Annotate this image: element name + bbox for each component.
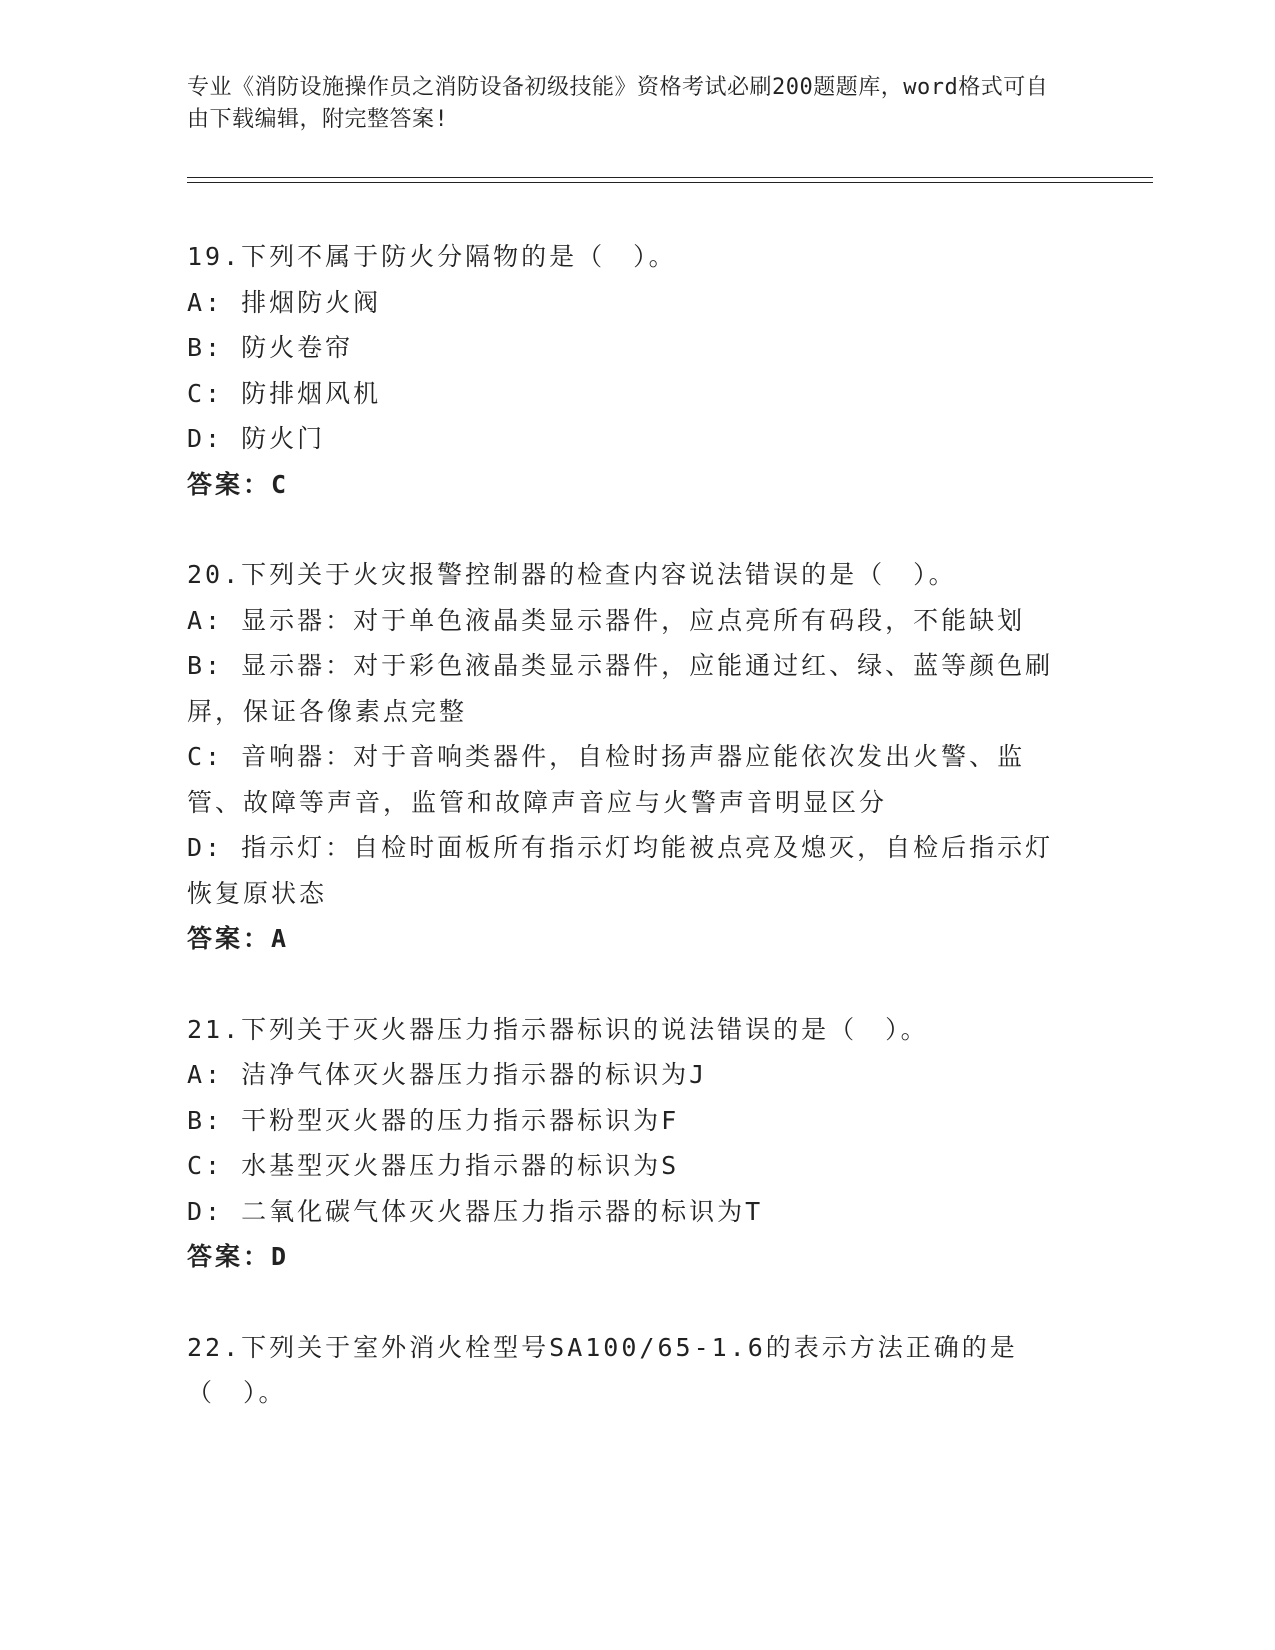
option-a: A: 排烟防火阀 [187, 287, 382, 317]
option-c: C: 防排烟风机 [187, 378, 382, 408]
option-c: C: 音响器：对于音响类器件，自检时扬声器应能依次发出火警、监管、故障等声音，监管和故障声音应与火警声音明显区分 [187, 742, 1026, 817]
answer: 答案：C [187, 469, 290, 499]
question-stem: 20.下列关于火灾报警控制器的检查内容说法错误的是（ ）。 [187, 560, 957, 589]
question-20 [187, 552, 1077, 962]
question-19 [187, 234, 1077, 507]
option-a: A: 显示器：对于单色液晶类显示器件，应点亮所有码段，不能缺划 [187, 605, 1026, 635]
answer: 答案：A [187, 924, 290, 953]
document-header: 专业《消防设施操作员之消防设备初级技能》资格考试必刷200题题库，word格式可自由下载编辑，附完整答案! [187, 75, 1049, 132]
header-divider-bottom [187, 182, 1153, 183]
option-b: B: 干粉型灭火器的压力指示器标识为F [187, 1105, 680, 1135]
question-list [187, 234, 1077, 1461]
answer: 答案：D [187, 1242, 290, 1271]
option-b: B: 显示器：对于彩色液晶类显示器件，应能通过红、绿、蓝等颜色刷屏，保证各像素点完整 [187, 651, 1054, 726]
question-22 [187, 1325, 1077, 1416]
option-b: B: 防火卷帘 [187, 333, 354, 362]
question-stem: 22.下列关于室外消火栓型号SA100/65-1.6的表示方法正确的是（ ）。 [187, 1332, 1018, 1407]
question-21 [187, 1007, 1077, 1280]
option-d: D: 防火门 [187, 424, 326, 453]
option-a: A: 洁净气体灭火器压力指示器的标识为J [187, 1060, 708, 1089]
question-stem: 21.下列关于灭火器压力指示器标识的说法错误的是（ ）。 [187, 1014, 929, 1044]
option-c: C: 水基型灭火器压力指示器的标识为S [187, 1151, 680, 1180]
option-d: D: 二氧化碳气体灭火器压力指示器的标识为T [187, 1196, 764, 1226]
header-divider-top [187, 177, 1153, 178]
question-stem: 19.下列不属于防火分隔物的是（ ）。 [187, 242, 677, 271]
option-d: D: 指示灯：自检时面板所有指示灯均能被点亮及熄灭，自检后指示灯恢复原状态 [187, 833, 1054, 908]
